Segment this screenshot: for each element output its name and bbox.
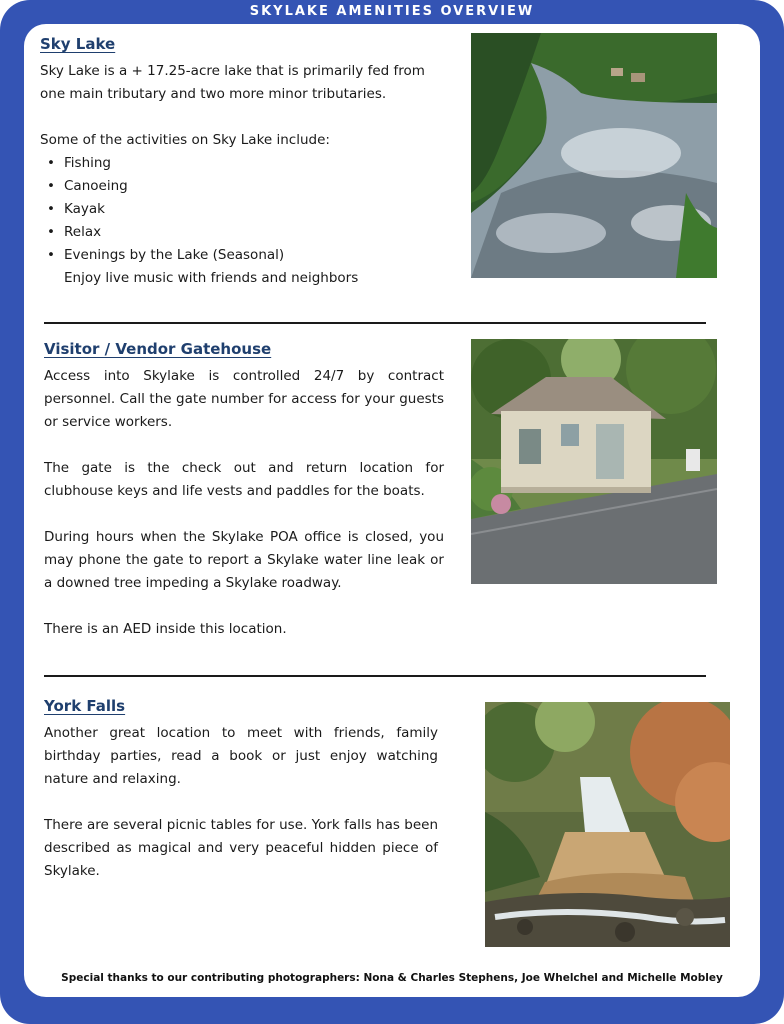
gatehouse-paragraph: Access into Skylake is controlled 24/7 by contract personnel. Call the gate number for access for your guests or service workers. — [44, 368, 444, 430]
york-falls-paragraph: There are several picnic tables for use. York falls has been described as magical and very peaceful hidden piece of Skylake. — [44, 817, 438, 879]
list-item: • Evenings by the Lake (Seasonal) — [40, 244, 450, 267]
sky-lake-description: Sky Lake is a + 17.25-acre lake that is primarily fed from one main tributary and two more minor tributaries. — [40, 63, 425, 102]
list-item: • Relax — [40, 221, 450, 244]
sky-lake-section — [40, 34, 450, 290]
photo-credits: Special thanks to our contributing photographers: Nona & Charles Stephens, Joe Whelchel and Michelle Mobley — [61, 972, 723, 984]
gatehouse-photo — [471, 339, 717, 584]
section-divider — [44, 322, 706, 324]
gatehouse-paragraph: During hours when the Skylake POA office is closed, you may phone the gate to report a Skylake water line leak or a downed tree impeding a Skylake roadway. — [44, 529, 444, 591]
activity-note: Enjoy live music with friends and neighbors — [64, 270, 359, 286]
activities-list — [40, 152, 450, 267]
list-item: • Kayak — [40, 198, 450, 221]
section-divider — [44, 675, 706, 677]
york-falls-title: York Falls — [44, 697, 126, 715]
list-item: • Canoeing — [40, 175, 450, 198]
gatehouse-section — [44, 339, 444, 641]
york-falls-paragraph: Another great location to meet with friends, family birthday parties, read a book or just enjoy watching nature and relaxing. — [44, 725, 438, 787]
york-falls-photo — [485, 702, 730, 947]
activities-intro: Some of the activities on Sky Lake include: — [40, 132, 330, 148]
gatehouse-title: Visitor / Vendor Gatehouse — [44, 340, 272, 358]
gatehouse-paragraph: The gate is the check out and return location for clubhouse keys and life vests and paddles for the boats. — [44, 460, 444, 499]
sky-lake-photo — [471, 33, 717, 278]
list-item: • Fishing — [40, 152, 450, 175]
york-falls-section — [44, 696, 438, 883]
page-header: SKYLAKE AMENITIES OVERVIEW — [249, 4, 535, 19]
sky-lake-title: Sky Lake — [40, 35, 116, 53]
gatehouse-paragraph: There is an AED inside this location. — [44, 621, 287, 637]
